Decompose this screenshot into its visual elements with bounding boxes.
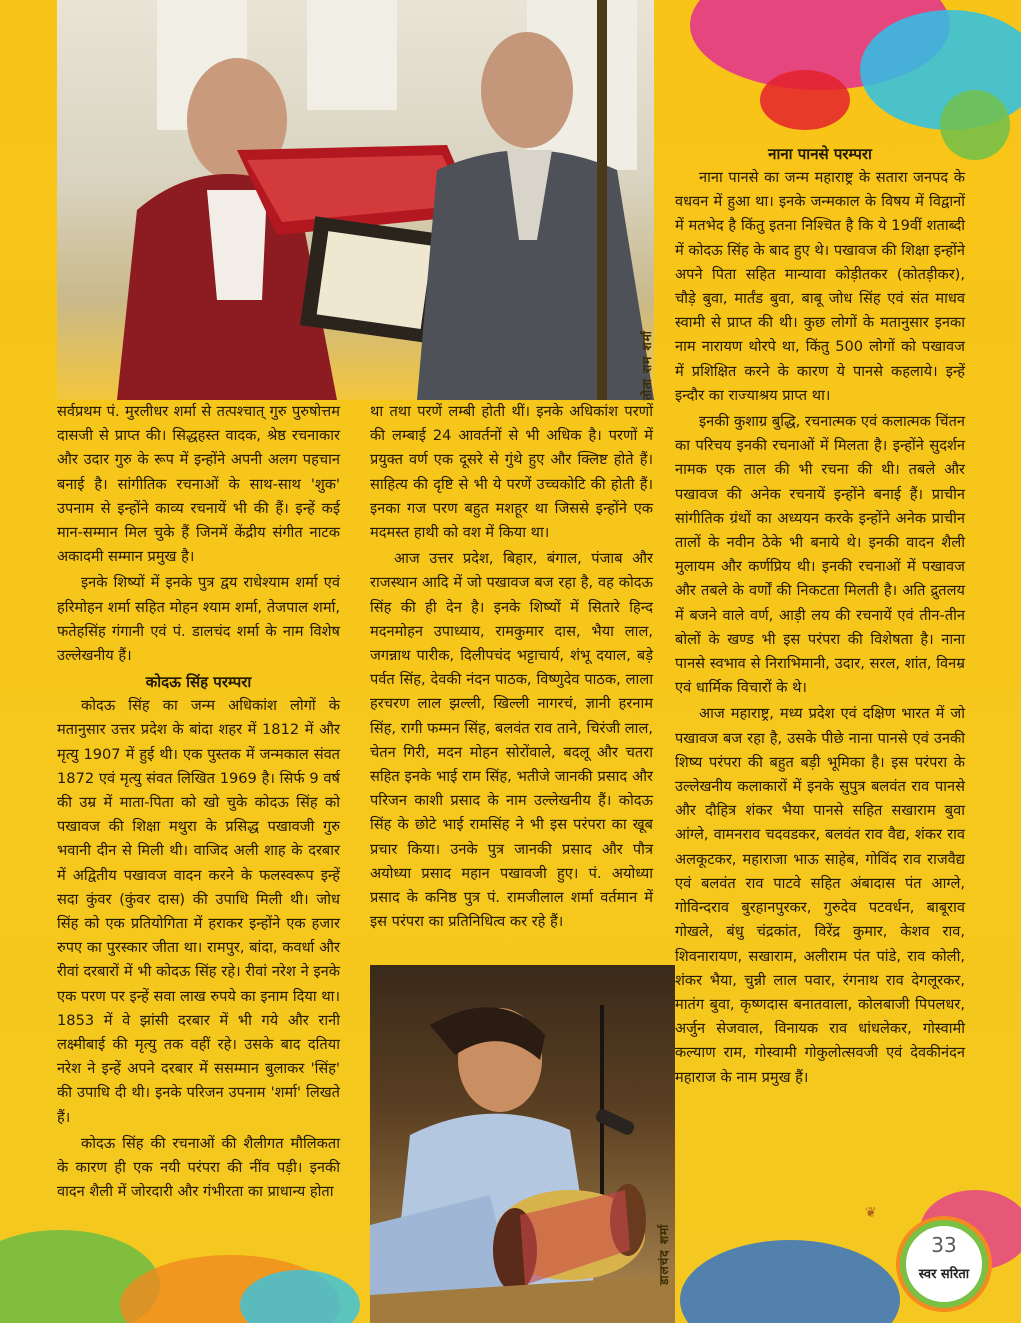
col3-paragraph-2: इनकी कुशाग्र बुद्धि, रचनात्मक एवं कलात्मक चिंतन का परिचय इनकी रचनाओं में मिलता है। इन्होंने सुदर्शन नामक एक ताल की भी रचना की थी। तबले और पखावज की अनेक रचनायें इन्होंने बनाई हैं। प्राचीन सांगीतिक ग्रंथों का अध्ययन करके इन्होंने अनेक प्राचीन तालों के नवीन ठेके भी बनाये थे। इनकी वादन शैली मुलायम और कर्णप्रिय थी। इनकी रचनाओं में पखावज और तबले के वर्णों की निकटता मिलती है। अति द्रुतलय में बजने वाले वर्ण, आड़ी लय की रचनायें एवं तीन-तीन बोलों के खण्ड भी इस परंपरा की विशेषता है। नाना पानसे स्वभाव से निराभिमानी, उदार, सरल, शांत, विनम्र एवं धार्मिक विचारों के थे। [675,413,965,697]
page-number-badge [900,1220,988,1308]
award-ceremony-photo [57,0,654,400]
splash-red [760,70,850,130]
col2-paragraph-2: आज उत्तर प्रदेश, बिहार, बंगाल, पंजाब और राजस्थान आदि में जो पखावज बज रहा है, वह कोदऊ सिंह की ही देन है। इनके शिष्यों में सितारे हिन्द मदनमोहन उपाध्याय, रामकुमार दास, भैया लाल, जगन्नाथ पारीक, दिलीपचंद भट्टाचार्य, शंभू दयाल, बड़े पर्वत सिंह, देवकी नंदन पाठक, विष्णुदेव पाठक, लाला हरचरण लाल झल्ली, खिल्ली नागरचं, ज्ञानी हरनाम सिंह, रागी फम्मन सिंह, बलवंत राव ताने, चिरंजी लाल, चेतन गिरी, मदन मोहन सोरोंवाले, बदलू और चतरा सहित इनके भाई राम सिंह, भतीजे जानकी प्रसाद और परिजन काशी प्रसाद के नाम उल्लेखनीय हैं। कोदऊ सिंह के छोटे भाई रामसिंह ने भी इस परंपरा का खूब प्रचार किया। उनके पुत्र जानकी प्रसाद और पौत्र अयोध्या प्रसाद महान पखावजी हुए। पं. अयोध्या प्रसाद के कनिष्ठ पुत्र पं. रामजीलाल शर्मा वर्तमान में इस परंपरा का प्रतिनिधित्व कर रहे हैं। [370,550,653,931]
page-number: 33 [931,1233,957,1257]
col3-paragraph-1: नाना पानसे का जन्म महाराष्ट्र के सतारा जनपद के वधवन में हुआ था। इनके जन्मकाल के विषय में विद्वानों में मतभेद है किंतु इतना निश्चित है कि ये 19वीं शताब्दी में कोदऊ सिंह के बाद हुए थे। पखावज की शिक्षा इन्होंने अपने पिता सहित मान्यावा कोड़ीतकर (कोतड़ीकर), चौड़े बुवा, मार्तंड बुवा, बाबू जोध सिंह एवं संत माधव स्वामी से प्राप्त की थी। कुछ लोगों के मतानुसार इनका नाम नारायण थोरपे था, किंतु 500 लोगों को पखावज में प्रशिक्षित करने के कारण ये पानसे कहलाये। इन्हें इन्दौर का राज्याश्रय प्राप्त था। [675,169,965,404]
lotus-ornament-icon: ❦ [865,1205,877,1221]
text-column-1 [57,400,340,1207]
text-column-2 [370,400,653,936]
text-column-3 [675,140,965,1092]
col1-paragraph-3: कोदऊ सिंह का जन्म अधिकांश लोगों के मतानुसार उत्तर प्रदेश के बांदा शहर में 1812 में और मृत्यु 1907 में हुई थी। एक पुस्तक में जन्मकाल संवत 1872 एवं मृत्यु संवत लिखित 1969 है। सिर्फ 9 वर्ष की उम्र में माता-पिता को खो चुके कोदऊ सिंह को पखावज की शिक्षा मथुरा के प्रसिद्ध पखावजी गुरु भवानी दीन से मिली थी। वाजिद अली शाह के दरबार में अद्वितीय पखावज वादन करने के फलस्वरूप इन्हें सदा कुंवर (कुंवर दास) की उपाधि मिली थी। जोध सिंह को एक प्रतियोगिता में हराकर इन्होंने एक हजार रुपए का पुरस्कार जीता था। रामपुर, बांदा, कवर्धा और रीवां दरबारों में भी कोदऊ सिंह रहे। रीवां नरेश ने इनके एक परण पर इन्हें सवा लाख रुपये का इनाम दिया था। 1853 में वे झांसी दरबार में भी गये और रानी लक्ष्मीबाई की मृत्यु तक वहीं रहे। उसके बाद दतिया नरेश ने इन्हें अपने दरबार में ससम्मान बुलाकर 'सिंह' की उपाधि दी थी। इनके परिजन उपनाम 'शर्मा' लिखते हैं। [57,697,340,1126]
col2-paragraph-1: था तथा परणें लम्बी होती थीं। इनके अधिकांश परणों की लम्बाई 24 आवर्तनों से भी अधिक है। परणों में प्रयुक्त वर्ण एक दूसरे से गुंथे हुए और क्लिष्ट होते हैं। साहित्य की दृष्टि से भी ये परणें उच्चकोटि की होती हैं। इनका गज परण बहुत मशहूर था जिससे इन्होंने एक मदमस्त हाथी को वश में किया था। [370,403,653,542]
kodau-singh-heading: कोदऊ सिंह परम्परा [145,673,252,692]
bottom-photo-credit: डालचंद शर्मा [657,1223,671,1285]
nana-panse-heading: नाना पानसे परम्परा [768,145,872,163]
award-ceremony-illustration [57,0,654,400]
col1-paragraph-1: सर्वप्रथम पं. मुरलीधर शर्मा से तत्पश्चात् गुरु पुरुषोत्तम दासजी से प्राप्त की। सिद्धहस्त वादक, श्रेष्ठ रचनाकार और उदार गुरु के रूप में इन्होंने अपनी अलग पहचान बनाई है। सांगीतिक रचनाओं के साथ-साथ 'शुक' उपनाम से इन्होंने काव्य रचनायें भी की हैं। इन्हें कई मान-सम्मान मिल चुके हैं जिनमें केंद्रीय संगीत नाटक अकादमी सम्मान प्रमुख है। [57,403,340,566]
top-photo-credit: तोता राम शर्मा [640,330,654,400]
pakhawaj-player-illustration [370,965,675,1323]
pakhawaj-player-photo [370,965,675,1323]
col1-paragraph-2: इनके शिष्यों में इनके पुत्र द्वय राधेश्याम शर्मा एवं हरिमोहन शर्मा सहित मोहन श्याम शर्मा, तेजपाल शर्मा, फतेहसिंह गंगानी एवं पं. डालचंद शर्मा के नाम विशेष उल्लेखनीय हैं। [57,574,340,665]
splash-blue-bottom [680,1240,900,1323]
col1-paragraph-4: कोदऊ सिंह की रचनाओं की शैलीगत मौलिकता के कारण ही एक नयी परंपरा की नींव पड़ी। इनकी वादन शैली में जोरदारी और गंभीरता का प्राधान्य होता [57,1134,340,1201]
col3-paragraph-3: आज महाराष्ट्र, मध्य प्रदेश एवं दक्षिण भारत में जो पखावज बज रहा है, उसके पीछे नाना पानसे एवं उनकी शिष्य परंपरा की बहुत बड़ी भूमिका है। इस परंपरा के उल्लेखनीय कलाकारों में इनके सुपुत्र बलवंत राव पानसे और दौहित्र शंकर भैया पानसे सहित सखाराम बुवा आंग्ले, वामनराव चदवडकर, बलवंत राव वैद्य, शंकर राव अलकूटकर, महाराजा भाऊ साहेब, गोविंद राव राजवैद्य एवं बलवंत राव पाटवे सहित अंबादास पंत आग्ले, गोविन्दराव बुरहानपुरकर, गुरुदेव पटवर्धन, बाबूराव गोखले, बंधु चंद्रकांत, विरेंद्र कुमार, केशव राव, शिवनारायण, सखाराम, अलीराम पंत पांडे, राव कोली, शंकर भैया, चुन्नी लाल पवार, रंगनाथ राव देगलूरकर, मातंग बुवा, कृष्णदास बनातवाला, कोलबाजी पिपलधर, अर्जुन सेजवाल, विनायक राव धांधलेकर, गोस्वामी कल्याण राम, गोस्वामी गोकुलोत्सवजी एवं देवकीनंदन महाराज के नाम प्रमुख हैं। [675,705,965,1086]
magazine-name: स्वर सरिता [918,1267,970,1282]
